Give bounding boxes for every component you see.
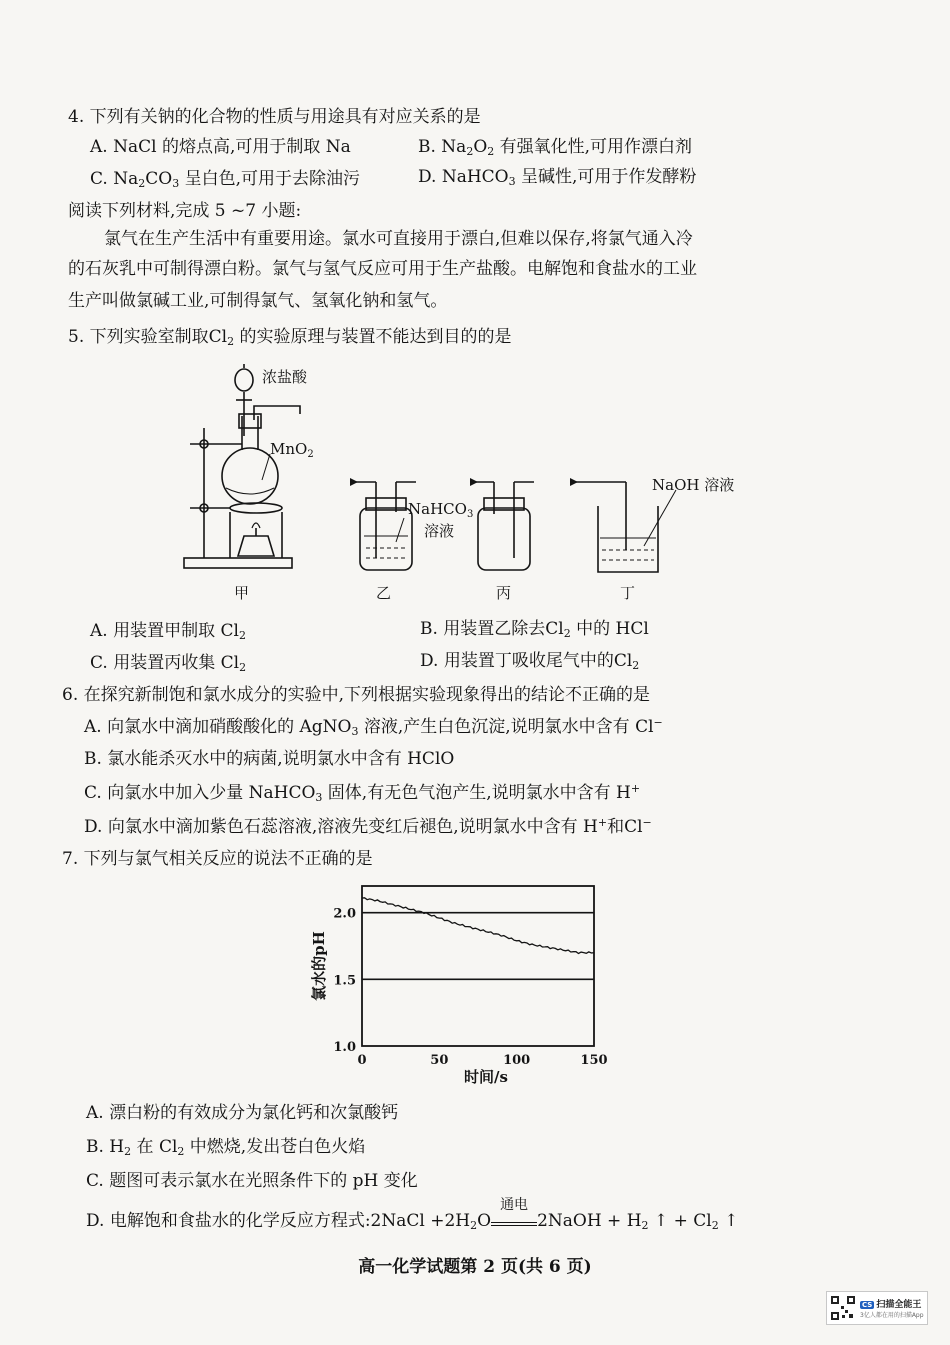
q7-stem: 7. 下列与氯气相关反应的说法不正确的是: [62, 849, 373, 869]
label-naoh: NaOH 溶液: [652, 476, 735, 494]
q5-option-c: C. 用装置丙收集 $Cl_2$: [90, 653, 247, 674]
badge-subtitle: 3亿人都在用的扫描App: [860, 1312, 924, 1319]
q4-option-a: A. NaCl 的熔点高,可用于制取 Na: [90, 137, 351, 157]
q4-stem: 4. 下列有关钠的化合物的性质与用途具有对应关系的是: [68, 107, 481, 127]
q6-option-b: B. 氯水能杀灭水中的病菌,说明氯水中含有 HClO: [84, 749, 455, 769]
x-tick-label: 50: [430, 1053, 449, 1068]
label-nahco3: NaHCO$_3$: [408, 500, 474, 520]
wash-bottle-yi: [360, 508, 412, 570]
q5-option-b: B. 用装置乙除去$Cl_2$ 中的 HCl: [420, 619, 649, 640]
x-tick-label: 150: [580, 1053, 608, 1068]
q4-option-b: B. $Na_2O_2$ 有强氧化性,可用作漂白剂: [418, 137, 693, 158]
q6-option-d: D. 向氯水中滴加紫色石蕊溶液,溶液先变红后褪色,说明氯水中含有 H+和Cl−: [84, 816, 652, 837]
chart-frame: [362, 886, 594, 1046]
page-footer: 高一化学试题第 2 页(共 6 页): [358, 1257, 592, 1277]
reading-para-line1: 氯气在生产生活中有重要用途。氯水可直接用于漂白,但难以保存,将氯气通入冷: [104, 229, 693, 249]
x-tick-label: 100: [503, 1053, 531, 1068]
q7-option-a: A. 漂白粉的有效成分为氯化钙和次氯酸钙: [86, 1103, 399, 1123]
label-ding: 丁: [620, 584, 636, 602]
ph-series-line: [362, 898, 594, 954]
chart-grid: [362, 913, 594, 980]
stand-base: [184, 558, 292, 568]
reading-intro: 阅读下列材料,完成 5 ~7 小题:: [68, 201, 302, 221]
y-tick-label: 1.5: [333, 973, 356, 989]
badge-title: 扫描全能王: [876, 1300, 922, 1310]
x-axis-label: 时间/s: [464, 1068, 508, 1086]
q6-option-a: A. 向氯水中滴加硝酸酸化的 AgNO$_3$ 溶液,产生白色沉淀,说明氯水中含有 Cl−: [84, 716, 663, 738]
beaker-ding: [598, 506, 658, 572]
label-mno2: MnO$_2$: [270, 440, 314, 460]
y-tick-label: 1.0: [333, 1040, 356, 1055]
x-tick-label: 0: [357, 1053, 367, 1068]
q6-stem: 6. 在探究新制饱和氯水成分的实验中,下列根据实验现象得出的结论不正确的是: [62, 685, 651, 705]
apparatus-figure: [170, 358, 730, 608]
q5-option-a: A. 用装置甲制取 $Cl_2$: [90, 621, 246, 642]
gas-in-arrow-icon: [350, 478, 358, 486]
label-bing: 丙: [496, 584, 512, 602]
collect-bottle-bing: [478, 508, 530, 570]
camscanner-badge: [826, 1291, 928, 1325]
y-axis-label: 氯水的pH: [310, 931, 328, 1001]
q4-option-c: C. $Na_2CO_3$ 呈白色,可用于去除油污: [90, 169, 360, 190]
ph-chart: [300, 880, 620, 1090]
q5-stem: 5. 下列实验室制取$Cl_2$ 的实验原理与装置不能达到目的的是: [68, 327, 512, 348]
qr-code-icon: [830, 1295, 856, 1321]
cs-logo-icon: CS: [862, 1301, 873, 1309]
label-jia: 甲: [234, 584, 250, 602]
q5-option-d: D. 用装置丁吸收尾气中的$Cl_2$: [420, 651, 640, 672]
label-solution: 溶液: [424, 522, 455, 540]
alcohol-lamp: [238, 536, 274, 556]
support-ring: [230, 503, 282, 513]
q7-option-c: C. 题图可表示氯水在光照条件下的 pH 变化: [86, 1171, 418, 1191]
q4-option-d: D. NaHCO$_3$ 呈碱性,可用于作发酵粉: [418, 167, 697, 188]
reading-para-line3: 生产叫做氯碱工业,可制得氯气、氢氧化钠和氢气。: [68, 291, 448, 311]
gas-in-arrow-icon: [470, 478, 478, 486]
q6-option-c: C. 向氯水中加入少量 NaHCO$_3$ 固体,有无色气泡产生,说明氯水中含有 H+: [84, 782, 641, 804]
label-conc-hcl: 浓盐酸: [262, 368, 308, 386]
label-yi: 乙: [376, 584, 392, 602]
gas-in-arrow-icon: [570, 478, 578, 486]
q7-option-b: B. $H_2$ 在 $Cl_2$ 中燃烧,发出苍白色火焰: [86, 1137, 366, 1158]
q7-option-d: D. 电解饱和食盐水的化学反应方程式:2NaCl $+2H_2O$ 通电 2NaOH + $H_2$ ↑ + $Cl_2$ ↑: [86, 1210, 738, 1232]
y-tick-label: 2.0: [333, 906, 356, 922]
dropping-funnel: [235, 369, 253, 391]
reading-para-line2: 的石灰乳中可制得漂白粉。氯气与氢气反应可用于生产盐酸。电解饱和食盐水的工业: [68, 259, 697, 279]
condition-electrolysis: 通电: [500, 1197, 529, 1213]
